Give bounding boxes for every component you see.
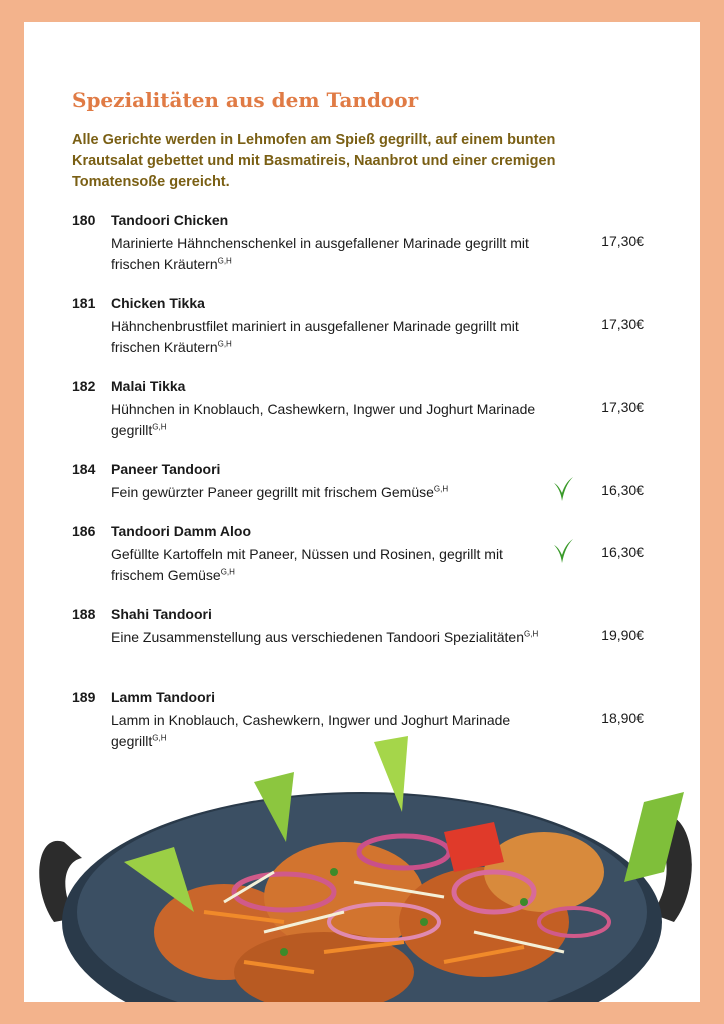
- section-title: Spezialitäten aus dem Tandoor: [72, 88, 419, 112]
- item-description: Marinierte Hähnchenschenkel in ausgefallener Marinade gegrillt mit frischen Kräutern$^{G,H}$: [111, 235, 529, 272]
- allergen-codes: G,H: [217, 339, 232, 349]
- menu-item-182: [24, 378, 700, 440]
- item-price: 17,30€: [601, 399, 644, 415]
- section-intro: Alle Gerichte werden in Lehmofen am Spieß gegrillt, auf einem bunten Krautsalat gebettet und mit Basmatireis, Naanbrot und einer cremigen Tomatensoße gereicht.: [72, 132, 556, 190]
- allergen-codes: G,H: [152, 422, 167, 432]
- item-number: 186: [72, 523, 96, 539]
- vegetarian-leaf-icon: [552, 475, 574, 503]
- item-description: Fein gewürzter Paneer gegrillt mit frischem Gemüse$^{G,H}$: [111, 484, 449, 500]
- item-name: Paneer Tandoori: [111, 461, 221, 477]
- allergen-codes: G,H: [433, 484, 449, 494]
- item-number: 184: [72, 461, 96, 477]
- item-name: Chicken Tikka: [111, 295, 205, 311]
- menu-item-188: [24, 606, 700, 668]
- menu-item-180: [24, 212, 700, 274]
- item-description: Lamm in Knoblauch, Cashewkern, Ingwer und Joghurt Marinade gegrillt$^{G,H}$: [111, 712, 511, 749]
- menu-item-186: [24, 523, 700, 585]
- item-price: 16,30€: [601, 482, 644, 498]
- item-price: 16,30€: [601, 544, 644, 560]
- item-name: Tandoori Chicken: [111, 212, 229, 228]
- allergen-codes: G,H: [524, 629, 539, 639]
- tandoori-dish-image: [24, 722, 700, 1002]
- item-price: 17,30€: [601, 316, 644, 332]
- menu-item-181: [24, 295, 700, 357]
- allergen-codes: G,H: [220, 567, 235, 577]
- allergen-codes: G,H: [217, 256, 232, 266]
- item-price: 18,90€: [601, 710, 644, 726]
- menu-list: [24, 212, 700, 772]
- item-number: 188: [72, 606, 96, 622]
- item-price: 17,30€: [601, 233, 644, 249]
- item-name: Lamm Tandoori: [111, 689, 215, 705]
- menu-item-184: [24, 461, 700, 502]
- item-number: 181: [72, 295, 96, 311]
- vegetarian-leaf-icon: [552, 537, 574, 565]
- item-price: 19,90€: [601, 627, 644, 643]
- item-name: Malai Tikka: [111, 378, 186, 394]
- item-description: Hähnchenbrustfilet mariniert in ausgefallener Marinade gegrillt mit frischen Kräutern$^{G,H}$: [111, 318, 519, 355]
- item-number: 182: [72, 378, 96, 394]
- item-description: Hühnchen in Knoblauch, Cashewkern, Ingwer und Joghurt Marinade gegrillt$^{G,H}$: [111, 401, 536, 438]
- item-number: 189: [72, 689, 96, 705]
- menu-page: [24, 22, 700, 1002]
- item-name: Shahi Tandoori: [111, 606, 212, 622]
- item-number: 180: [72, 212, 96, 228]
- item-name: Tandoori Damm Aloo: [111, 523, 251, 539]
- allergen-codes: G,H: [152, 733, 167, 743]
- item-description: Eine Zusammenstellung aus verschiedenen Tandoori Spezialitäten$^{G,H}$: [111, 629, 539, 645]
- item-description: Gefüllte Kartoffeln mit Paneer, Nüssen und Rosinen, gegrillt mit frischem Gemüse$^{G,H}$: [111, 546, 503, 583]
